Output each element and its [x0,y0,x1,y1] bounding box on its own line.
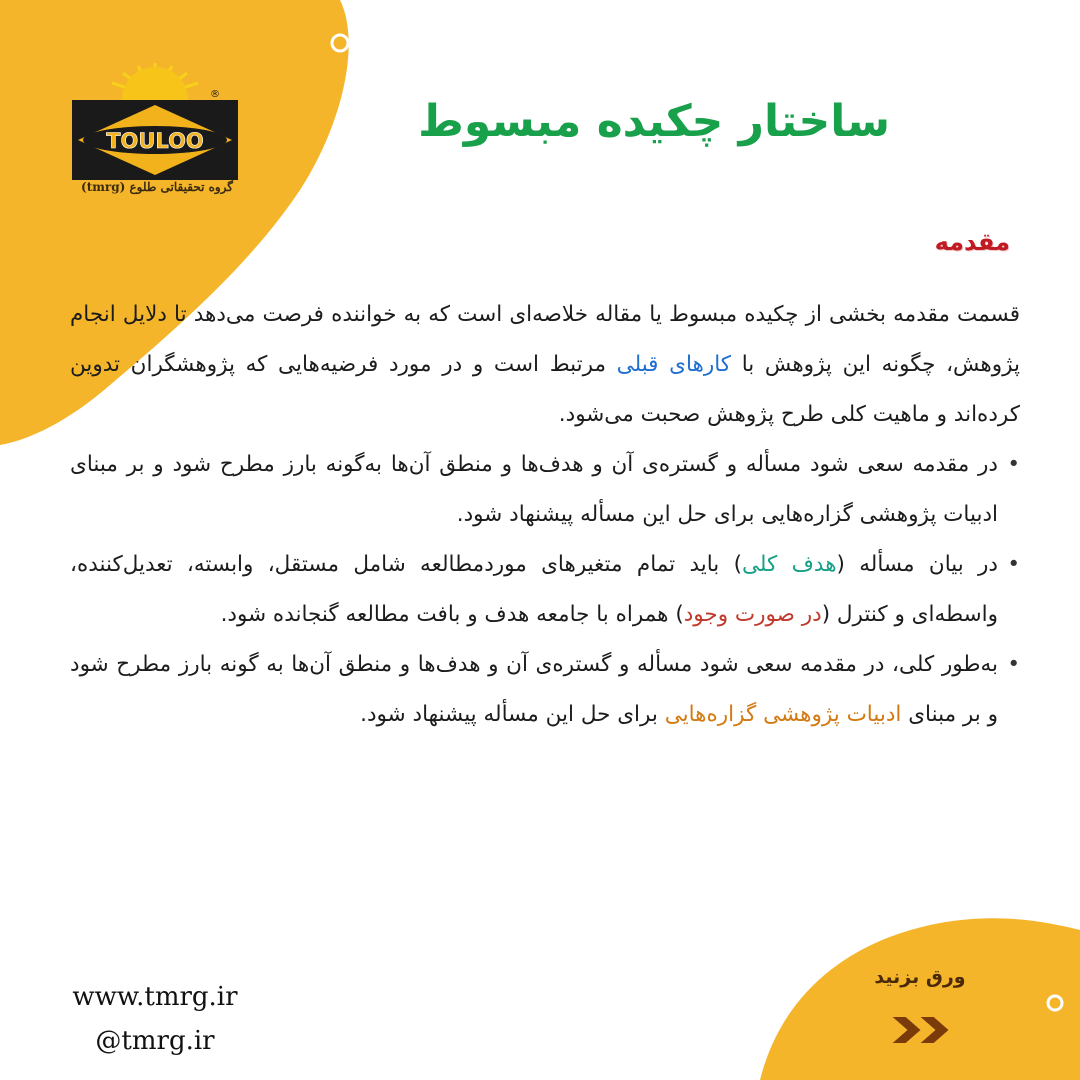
bullet-2-highlight-condition: در صورت وجود [683,602,822,627]
intro-paragraph [70,290,1020,440]
swipe-label: ورق بزنید [874,966,966,988]
bullet-item-2 [70,540,998,640]
content-body [70,290,1020,740]
intro-text-rest: مرتبط است و در مورد فرضیه‌هایی که پژوهشگران تدوین کرده‌اند و ماهیت کلی طرح پژوهش صحبت می‌شود. [70,352,1020,427]
contact-info [60,975,250,1063]
bullet-2-text-c: ) همراه با جامعه هدف و بافت مطالعه گنجانده شود. [220,602,684,627]
social-handle[interactable]: @tmrg.ir [95,1026,215,1056]
registered-mark: ® [210,89,220,100]
bullet-item-1 [70,440,998,540]
intro-highlight: کارهای قبلی [616,352,732,377]
bullet-2-highlight-goal: هدف کلی [742,552,837,577]
intro-text: قسمت مقدمه بخشی از چکیده مبسوط یا مقاله خلاصه‌ای است که به خواننده فرصت می‌دهد تا دلایل انجام پژوهش، چگونه این پژوهش با [70,302,1020,377]
logo-text: TOULOO [106,129,204,153]
section-heading: مقدمه [934,228,1010,256]
bullet-2-text-b: ) باید تمام متغیرهای موردمطالعه شامل مستقل، وابسته، تعدیل‌کننده، واسطه‌ای و کنترل ( [70,552,998,627]
bottom-right-blob [760,918,1080,1080]
website-link[interactable]: www.tmrg.ir [72,982,238,1012]
bullet-3-text-a: به‌طور کلی، در مقدمه سعی شود مسأله و گستره‌ی آن و هدف‌ها و منطق آن‌ها به گونه بارز مطرح شود و بر مبنای [70,652,998,727]
bullet-list [70,440,1020,740]
bullet-item-3 [70,640,998,740]
bullet-3-text-b: برای حل این مسأله پیشنهاد شود. [360,702,665,727]
page-title: ساختار چکیده مبسوط [418,96,890,147]
bullet-3-highlight: ادبیات پژوهشی گزاره‌هایی [664,702,902,727]
bullet-1-text: در مقدمه سعی شود مسأله و گستره‌ی آن و هدف‌ها و منطق آن‌ها به‌گونه بارز مطرح شود و بر مبنای ادبیات پژوهشی گزاره‌هایی برای حل این مسأله پیشنهاد شود. [70,452,998,527]
double-chevron-right-icon[interactable] [888,1010,956,1050]
logo-caption: گروه تحقیقاتی طلوع (tmrg) [81,180,233,194]
bullet-2-text-a: در بیان مسأله ( [836,552,998,577]
